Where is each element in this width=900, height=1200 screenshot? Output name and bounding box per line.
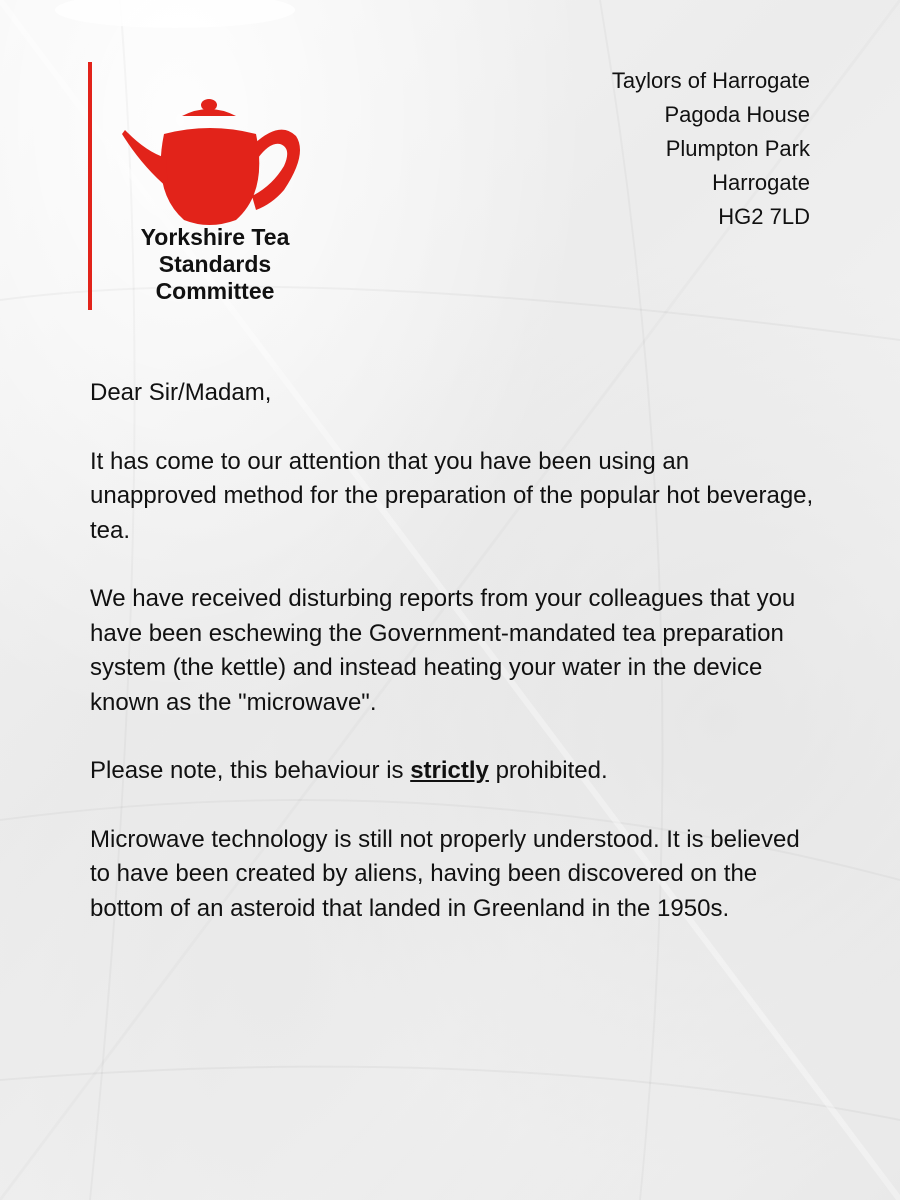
org-name-line: Standards [158,251,272,277]
organization-name [108,224,322,305]
org-name-line: Committee [155,278,275,304]
paragraph: It has come to our attention that you have been using an unapproved method for the preparation of the popular hot beverage, tea. [90,447,814,544]
org-name-line: Yorkshire Tea [140,224,290,250]
warning-text-before: Please note, this behaviour is [90,757,411,784]
warning-text-after: prohibited. [488,757,608,784]
red-vertical-rule [88,62,92,310]
paragraph: Microwave technology is still not properly understood. It is believed to have been created by aliens, having been discovered on the bottom of an asteroid that landed in Greenland in the 1950s. [90,825,800,922]
paragraph: We have received disturbing reports from your colleagues that you have been eschewing the Government-mandated tea preparation system (the kettle) and instead heating your water in the device known as the "microwave". [90,585,796,716]
letter-body [90,376,820,960]
emphasis-word: strictly [410,757,489,784]
salutation: Dear Sir/Madam, [90,379,272,406]
paragraph-warning [90,754,820,789]
address-line: Harrogate [712,170,810,195]
address-line: Plumpton Park [665,136,810,161]
address-line: HG2 7LD [718,204,810,229]
address-line: Taylors of Harrogate [611,68,810,93]
recipient-address [612,64,810,234]
address-line: Pagoda House [664,102,810,127]
letterhead-logo [88,62,348,312]
